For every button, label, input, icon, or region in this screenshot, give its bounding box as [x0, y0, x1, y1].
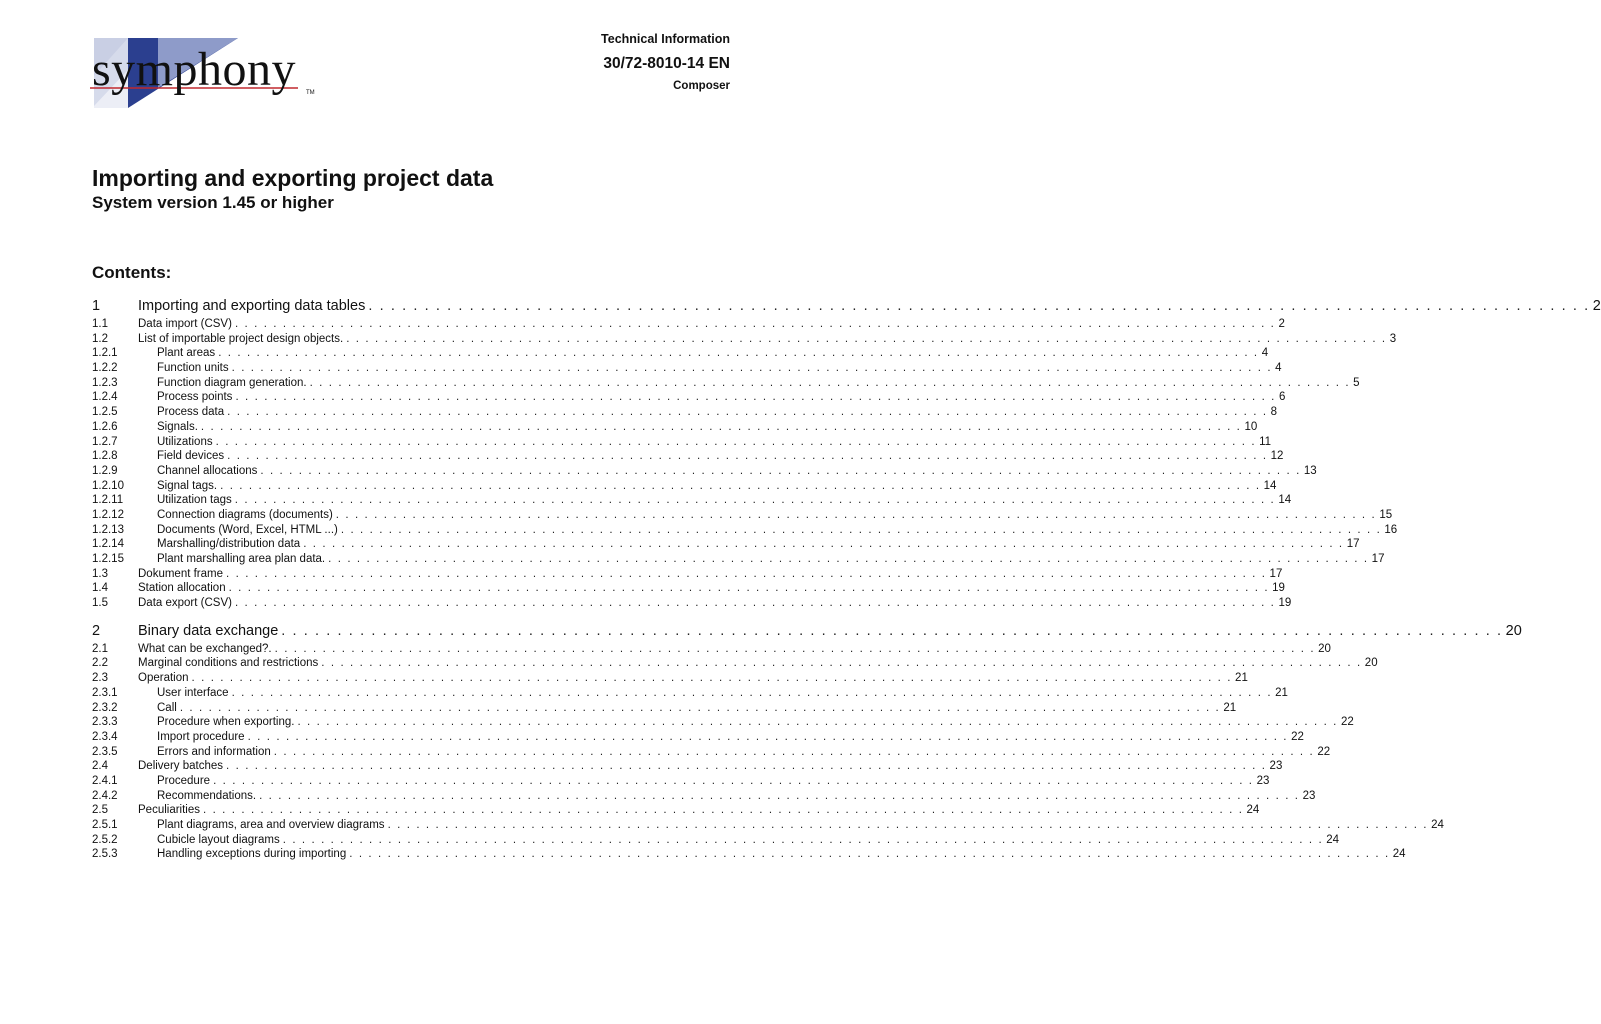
toc-entry-page: 3	[1389, 332, 1397, 345]
toc-entry-title: Connection diagrams (documents)	[157, 508, 333, 521]
toc-entry-title: Recommendations.	[157, 789, 257, 802]
toc-entry-title: List of importable project design objects.	[138, 332, 344, 345]
toc-dot-leader: . . . . . . . . . . . . . . . . . . . . . . . . . . . . . . . . . . . . . . . . . . . . . . . . . . . . . . . . . . . . . . . . . . . . . . . . . . . . . . . . . . . . . . . . . . . . . . . . . . . . . . . . . . . . .	[203, 804, 1244, 817]
toc-entry-number: 2.5.1	[92, 819, 118, 831]
toc-entry-number: 1.2	[92, 332, 108, 345]
toc-entry-page: 12	[1270, 450, 1284, 463]
toc-dot-leader: . . . . . . . . . . . . . . . . . . . . . . . . . . . . . . . . . . . . . . . . . . . . . . . . . . . . . . . . . . . . . . . . . . . . . . . . . . . . . . . . . . . . . . . . . . . . . . . . . . . . . . . . . . . . .	[234, 597, 1276, 610]
toc-entry-page: 17	[1346, 538, 1360, 551]
table-of-contents	[92, 296, 1601, 862]
toc-entry-number: 1.2.15	[92, 553, 124, 565]
toc-dot-leader: . . . . . . . . . . . . . . . . . . . . . . . . . . . . . . . . . . . . . . . . . . . . . . . . . . . . . . . . . . . . . . . . . . . . . . . . . . . . . . . . . . . . . . . . . . . . . . . . . . . . . . . . . . . . .	[282, 833, 1324, 846]
toc-entry-page: 24	[1326, 833, 1340, 846]
toc-entry-title: Importing and exporting data tables	[138, 298, 366, 314]
toc-entry-number: 2.3.3	[92, 716, 118, 729]
toc-dot-leader: . . . . . . . . . . . . . . . . . . . . . . . . . . . . . . . . . . . . . . . . . . . . . . . . . . . . . . . . . . . . . . . . . . . . . . . . . . . . . . . . . . . . . . . . . . . . . . . . . . . . . . . . . . . . .	[309, 376, 1351, 389]
toc-entry-page: 6	[1278, 391, 1286, 404]
toc-entry-page: 20	[1318, 642, 1331, 655]
toc-dot-leader: . . . . . . . . . . . . . . . . . . . . . . . . . . . . . . . . . . . . . . . . . . . . . . . . . . . . . . . . . . . . . . . . . . . . . . . . . . . . . . . . . . . . . . . . . . . . . . . . . . . . . . . . . . . . .	[260, 464, 1301, 477]
toc-entry-title: Channel allocations	[157, 464, 258, 477]
page-title: Importing and exporting project data	[92, 165, 494, 191]
toc-entry-title: Peculiarities	[138, 804, 200, 817]
toc-entry-page: 17	[1371, 553, 1385, 565]
toc-entry-page: 15	[1379, 508, 1393, 521]
toc-entry-number: 2.3.4	[92, 730, 118, 743]
toc-dot-leader: . . . . . . . . . . . . . . . . . . . . . . . . . . . . . . . . . . . . . . . . . . . . . . . . . . . . . . . . . . . . . . . . . . . . . . . . . . . . . . . . . . . . . . . . . . . . . . . . . . . . . . . . . . . . .	[247, 730, 1289, 743]
toc-entry-title: Data import (CSV)	[138, 318, 232, 330]
toc-dot-leader: . . . . . . . . . . . . . . . . . . . . . . . . . . . . . . . . . . . . . . . . . . . . . . . . . . . . . . . . . . . . . . . . . . . . . . . . . . . . . . . . . . . . . . . . . . . . . . . . . . . . . . . . . . . . .	[387, 819, 1429, 831]
toc-entry[interactable]	[92, 317, 1285, 332]
toc-entry-page: 4	[1261, 347, 1269, 360]
toc-dot-leader: . . . . . . . . . . . . . . . . . . . . . . . . . . . . . . . . . . . . . . . . . . . . . . . . . . . . . . . . . . . . . . . . . . . . . . . . . . . . . . . . . . . . . . . . . . . . . . . . . . . . . . . . . . . . .	[303, 538, 1344, 551]
toc-entry-page: 23	[1269, 760, 1283, 773]
toc-entry[interactable]	[92, 701, 1237, 716]
toc-entry-number: 1.2.10	[92, 479, 124, 492]
toc-entry-title: Marshalling/distribution data	[157, 538, 301, 551]
toc-entry[interactable]	[92, 479, 1277, 494]
toc-entry-number: 2.3	[92, 672, 108, 685]
toc-entry-number: 1.3	[92, 567, 108, 580]
toc-dot-leader: . . . . . . . . . . . . . . . . . . . . . . . . . . . . . . . . . . . . . . . . . . . . . . . . . . . . . . . . . . . . . . . . . . . . . . . . . . . . . . . . . . . . . . . . . . . . . . . . . . . . . . . . . . . . .	[335, 508, 1377, 521]
toc-entry-number: 1.5	[92, 597, 108, 610]
toc-entry[interactable]	[92, 537, 1360, 552]
toc-entry-page: 5	[1353, 376, 1360, 389]
toc-entry[interactable]	[92, 833, 1340, 848]
page-subtitle: System version 1.45 or higher	[92, 193, 334, 212]
toc-entry-page: 4	[1275, 362, 1282, 375]
toc-entry-title: Cubicle layout diagrams	[157, 833, 280, 846]
symphony-logo	[88, 36, 318, 112]
toc-entry-title: Call	[157, 701, 177, 714]
toc-entry[interactable]	[92, 435, 1272, 450]
toc-entry[interactable]	[92, 686, 1288, 701]
toc-entry-number: 2.5	[92, 804, 108, 817]
toc-entry-number: 2	[92, 622, 101, 639]
toc-entry-page: 20	[1364, 657, 1378, 670]
toc-entry-number: 1.2.1	[92, 347, 118, 360]
toc-entry-title: Signals.	[157, 420, 198, 433]
toc-entry[interactable]	[92, 464, 1317, 479]
toc-dot-leader: . . . . . . . . . . . . . . . . . . . . . . . . . . . . . . . . . . . . . . . . . . . . . . . . . . . . . . . . . . . . . . . . . . . . . . . . . . . . . . . . . . . . . . . . . . . . . . . . . . . . . . . . . . . . .	[226, 567, 1267, 580]
toc-dot-leader: . . . . . . . . . . . . . . . . . . . . . . . . . . . . . . . . . . . . . . . . . . . . . . . . . . . . . . . . . . . . . . . . . . . . . . . . . . . . . . . . . . . . . . . . . . . . . . . . . . . . . . . . . . . . .	[259, 789, 1300, 802]
toc-entry[interactable]	[92, 296, 1601, 317]
toc-entry-page: 8	[1270, 406, 1278, 419]
toc-dot-leader: . . . . . . . . . . . . . . . . . . . . . . . . . . . . . . . . . . . . . . . . . . . . . . . . . . . . . . . . . . . . . . . . . . . . . . . . . . . . . . . . . . . . . . . . . . . . . . . . . . . . . . . . . . . . .	[227, 450, 1268, 463]
toc-dot-leader: . . . . . . . . . . . . . . . . . . . . . . . . . . . . . . . . . . . . . . . . . . . . . . . . . . . . . . . . . . . . . . . . . . . . . . . . . . . . . . . . . . . . . . . . . . . . . . . . . . . . . . . . . . . . .	[281, 622, 1503, 639]
toc-entry-title: Operation	[138, 672, 189, 685]
toc-entry[interactable]	[92, 774, 1270, 789]
toc-entry-page: 24	[1392, 848, 1406, 861]
contents-heading: Contents:	[92, 263, 172, 282]
toc-dot-leader: . . . . . . . . . . . . . . . . . . . . . . . . . . . . . . . . . . . . . . . . . . . . . . . . . . . . . . . . . . . . . . . . . . . . . . . . . . . . . . . . . . . . . . . . . . . . . . . . . . . . . . . . . . . . .	[368, 298, 1590, 314]
toc-entry-page: 22	[1317, 745, 1331, 758]
toc-entry-title: Utilizations	[157, 435, 213, 448]
toc-entry-title: Binary data exchange	[138, 622, 279, 639]
toc-entry-title: Errors and information	[157, 745, 271, 758]
toc-entry-number: 2.4.1	[92, 774, 118, 787]
toc-entry-number: 2.2	[92, 657, 108, 670]
toc-entry-page: 21	[1275, 686, 1288, 699]
toc-entry-number: 1.2.7	[92, 435, 118, 448]
toc-entry[interactable]	[92, 621, 1522, 642]
toc-entry-title: Process points	[157, 391, 233, 404]
toc-entry-number: 2.5.3	[92, 848, 118, 861]
toc-entry[interactable]	[92, 420, 1258, 435]
toc-entry-page: 14	[1278, 494, 1292, 507]
brand-wordmark: symphony	[92, 43, 297, 96]
toc-entry[interactable]	[92, 596, 1292, 611]
toc-entry-number: 1.2.14	[92, 538, 124, 551]
toc-dot-leader: . . . . . . . . . . . . . . . . . . . . . . . . . . . . . . . . . . . . . . . . . . . . . . . . . . . . . . . . . . . . . . . . . . . . . . . . . . . . . . . . . . . . . . . . . . . . . . . . . . . . . . . . . . . . .	[235, 391, 1276, 404]
toc-entry-number: 2.3.2	[92, 701, 118, 714]
toc-entry-number: 1.2.8	[92, 450, 118, 463]
toc-entry-page: 11	[1259, 435, 1272, 448]
toc-entry-number: 2.3.1	[92, 686, 118, 699]
toc-entry-page: 24	[1431, 819, 1444, 831]
toc-entry-title: Field devices	[157, 450, 225, 463]
toc-entry[interactable]	[92, 523, 1398, 538]
toc-entry[interactable]	[92, 789, 1316, 804]
toc-entry[interactable]	[92, 376, 1360, 391]
toc-entry[interactable]	[92, 508, 1393, 523]
toc-entry[interactable]	[92, 361, 1282, 376]
toc-entry-number: 1.2.4	[92, 391, 118, 404]
toc-dot-leader: . . . . . . . . . . . . . . . . . . . . . . . . . . . . . . . . . . . . . . . . . . . . . . . . . . . . . . . . . . . . . . . . . . . . . . . . . . . . . . . . . . . . . . . . . . . . . . . . . . . . . . . . . . . . .	[340, 523, 1382, 536]
toc-entry[interactable]	[92, 493, 1292, 508]
toc-entry-page: 2	[1278, 318, 1285, 330]
toc-dot-leader: . . . . . . . . . . . . . . . . . . . . . . . . . . . . . . . . . . . . . . . . . . . . . . . . . . . . . . . . . . . . . . . . . . . . . . . . . . . . . . . . . . . . . . . . . . . . . . . . . . . . . . . . . . . . .	[200, 420, 1242, 433]
toc-entry-number: 2.5.2	[92, 833, 118, 846]
toc-dot-leader: . . . . . . . . . . . . . . . . . . . . . . . . . . . . . . . . . . . . . . . . . . . . . . . . . . . . . . . . . . . . . . . . . . . . . . . . . . . . . . . . . . . . . . . . . . . . . . . . . . . . . . . . . . . . .	[218, 347, 1259, 360]
toc-entry[interactable]	[92, 818, 1444, 833]
toc-entry-title: Data export (CSV)	[138, 597, 232, 610]
toc-entry[interactable]	[92, 715, 1354, 730]
toc-entry-page: 23	[1302, 789, 1316, 802]
toc-entry-page: 17	[1269, 567, 1283, 580]
toc-entry-title: Delivery batches	[138, 760, 224, 773]
toc-entry-number: 1	[92, 298, 101, 314]
toc-dot-leader: . . . . . . . . . . . . . . . . . . . . . . . . . . . . . . . . . . . . . . . . . . . . . . . . . . . . . . . . . . . . . . . . . . . . . . . . . . . . . . . . . . . . . . . . . . . . . . . . . . . . . . . . . . . . .	[273, 745, 1315, 758]
toc-dot-leader: . . . . . . . . . . . . . . . . . . . . . . . . . . . . . . . . . . . . . . . . . . . . . . . . . . . . . . . . . . . . . . . . . . . . . . . . . . . . . . . . . . . . . . . . . . . . . . . . . . . . . . . . . . . . .	[215, 435, 1257, 448]
toc-entry[interactable]	[92, 405, 1278, 420]
toc-entry-title: Station allocation	[138, 582, 226, 595]
toc-entry[interactable]	[92, 642, 1331, 657]
toc-entry[interactable]	[92, 671, 1248, 686]
toc-entry-number: 1.2.12	[92, 508, 124, 521]
toc-entry-number: 2.1	[92, 642, 108, 655]
toc-entry-page: 13	[1303, 464, 1317, 477]
toc-dot-leader: . . . . . . . . . . . . . . . . . . . . . . . . . . . . . . . . . . . . . . . . . . . . . . . . . . . . . . . . . . . . . . . . . . . . . . . . . . . . . . . . . . . . . . . . . . . . . . . . . . . . . . . . . . . . .	[191, 672, 1233, 685]
toc-dot-leader: . . . . . . . . . . . . . . . . . . . . . . . . . . . . . . . . . . . . . . . . . . . . . . . . . . . . . . . . . . . . . . . . . . . . . . . . . . . . . . . . . . . . . . . . . . . . . . . . . . . . . . . . . . . . .	[274, 642, 1316, 655]
toc-entry-title: Import procedure	[157, 730, 245, 743]
toc-entry-title: Handling exceptions during importing	[157, 848, 347, 861]
toc-dot-leader: . . . . . . . . . . . . . . . . . . . . . . . . . . . . . . . . . . . . . . . . . . . . . . . . . . . . . . . . . . . . . . . . . . . . . . . . . . . . . . . . . . . . . . . . . . . . . . . . . . . . . . . . . . . . .	[328, 553, 1369, 565]
toc-entry-title: Plant areas	[157, 347, 216, 360]
toc-entry-title: Utilization tags	[157, 494, 232, 507]
toc-dot-leader: . . . . . . . . . . . . . . . . . . . . . . . . . . . . . . . . . . . . . . . . . . . . . . . . . . . . . . . . . . . . . . . . . . . . . . . . . . . . . . . . . . . . . . . . . . . . . . . . . . . . . . . . . . . . .	[346, 332, 1387, 345]
toc-entry-title: Plant marshalling area plan data.	[157, 553, 326, 565]
toc-entry-page: 14	[1263, 479, 1277, 492]
toc-dot-leader: . . . . . . . . . . . . . . . . . . . . . . . . . . . . . . . . . . . . . . . . . . . . . . . . . . . . . . . . . . . . . . . . . . . . . . . . . . . . . . . . . . . . . . . . . . . . . . . . . . . . . . . . . . . . .	[297, 716, 1338, 729]
toc-entry[interactable]	[92, 745, 1331, 760]
toc-entry[interactable]	[92, 390, 1286, 405]
toc-entry-title: Dokument frame	[138, 567, 224, 580]
toc-entry[interactable]	[92, 759, 1283, 774]
toc-entry-title: Signal tags.	[157, 479, 218, 492]
toc-entry-title: Procedure when exporting.	[157, 716, 295, 729]
toc-entry-number: 1.2.6	[92, 420, 118, 433]
toc-entry-page: 21	[1223, 701, 1237, 714]
toc-entry-number: 1.1	[92, 318, 108, 330]
toc-entry-title: Plant diagrams, area and overview diagrams	[157, 819, 385, 831]
toc-entry[interactable]	[92, 656, 1378, 671]
toc-entry-title: Documents (Word, Excel, HTML ...)	[157, 523, 338, 536]
toc-entry[interactable]	[92, 581, 1285, 596]
toc-entry-number: 2.3.5	[92, 745, 118, 758]
toc-entry-title: Procedure	[157, 774, 211, 787]
toc-entry-number: 1.2.2	[92, 362, 118, 375]
toc-entry[interactable]	[92, 552, 1385, 567]
toc-entry-page: 10	[1244, 420, 1258, 433]
toc-entry[interactable]	[92, 449, 1284, 464]
toc-entry-title: User interface	[157, 686, 229, 699]
toc-dot-leader: . . . . . . . . . . . . . . . . . . . . . . . . . . . . . . . . . . . . . . . . . . . . . . . . . . . . . . . . . . . . . . . . . . . . . . . . . . . . . . . . . . . . . . . . . . . . . . . . . . . . . . . . . . . . .	[349, 848, 1390, 861]
toc-entry-page: 2	[1592, 298, 1601, 314]
toc-dot-leader: . . . . . . . . . . . . . . . . . . . . . . . . . . . . . . . . . . . . . . . . . . . . . . . . . . . . . . . . . . . . . . . . . . . . . . . . . . . . . . . . . . . . . . . . . . . . . . . . . . . . . . . . . . . . .	[231, 686, 1273, 699]
toc-entry-title: Process data	[157, 406, 225, 419]
toc-dot-leader: . . . . . . . . . . . . . . . . . . . . . . . . . . . . . . . . . . . . . . . . . . . . . . . . . . . . . . . . . . . . . . . . . . . . . . . . . . . . . . . . . . . . . . . . . . . . . . . . . . . . . . . . . . . . .	[226, 760, 1267, 773]
toc-entry-title: What can be exchanged?.	[138, 642, 272, 655]
toc-entry[interactable]	[92, 567, 1283, 582]
toc-entry[interactable]	[92, 730, 1304, 745]
toc-entry-number: 1.2.5	[92, 406, 118, 419]
toc-entry-page: 22	[1340, 716, 1354, 729]
toc-entry-page: 22	[1291, 730, 1304, 743]
toc-entry[interactable]	[92, 847, 1406, 862]
product-name: Composer	[673, 80, 730, 92]
toc-entry-page: 19	[1278, 597, 1292, 610]
toc-entry-number: 1.2.11	[92, 494, 124, 507]
toc-dot-leader: . . . . . . . . . . . . . . . . . . . . . . . . . . . . . . . . . . . . . . . . . . . . . . . . . . . . . . . . . . . . . . . . . . . . . . . . . . . . . . . . . . . . . . . . . . . . . . . . . . . . . . . . . . . . .	[231, 362, 1273, 375]
toc-entry-page: 20	[1505, 622, 1522, 639]
toc-entry-number: 2.4.2	[92, 789, 118, 802]
toc-entry-page: 21	[1235, 672, 1248, 685]
toc-entry[interactable]	[92, 346, 1269, 361]
toc-entry-number: 2.4	[92, 760, 108, 773]
toc-entry-number: 1.2.13	[92, 523, 124, 536]
toc-dot-leader: . . . . . . . . . . . . . . . . . . . . . . . . . . . . . . . . . . . . . . . . . . . . . . . . . . . . . . . . . . . . . . . . . . . . . . . . . . . . . . . . . . . . . . . . . . . . . . . . . . . . . . . . . . . . .	[227, 406, 1268, 419]
toc-dot-leader: . . . . . . . . . . . . . . . . . . . . . . . . . . . . . . . . . . . . . . . . . . . . . . . . . . . . . . . . . . . . . . . . . . . . . . . . . . . . . . . . . . . . . . . . . . . . . . . . . . . . . . . . . . . . .	[228, 582, 1270, 595]
toc-dot-leader: . . . . . . . . . . . . . . . . . . . . . . . . . . . . . . . . . . . . . . . . . . . . . . . . . . . . . . . . . . . . . . . . . . . . . . . . . . . . . . . . . . . . . . . . . . . . . . . . . . . . . . . . . . . . .	[234, 318, 1276, 330]
toc-entry[interactable]	[92, 332, 1397, 347]
toc-entry-number: 1.4	[92, 582, 108, 595]
doc-number: 30/72-8010-14 EN	[603, 55, 730, 72]
toc-dot-leader: . . . . . . . . . . . . . . . . . . . . . . . . . . . . . . . . . . . . . . . . . . . . . . . . . . . . . . . . . . . . . . . . . . . . . . . . . . . . . . . . . . . . . . . . . . . . . . . . . . . . . . . . . . . . .	[213, 774, 1254, 787]
toc-entry-page: 24	[1246, 804, 1260, 817]
trademark-mark: TM	[306, 90, 315, 96]
toc-entry[interactable]	[92, 803, 1260, 818]
toc-dot-leader: . . . . . . . . . . . . . . . . . . . . . . . . . . . . . . . . . . . . . . . . . . . . . . . . . . . . . . . . . . . . . . . . . . . . . . . . . . . . . . . . . . . . . . . . . . . . . . . . . . . . . . . . . . . . .	[321, 657, 1362, 670]
toc-entry-number: 1.2.3	[92, 376, 118, 389]
toc-entry-title: Function units	[157, 362, 229, 375]
toc-dot-leader: . . . . . . . . . . . . . . . . . . . . . . . . . . . . . . . . . . . . . . . . . . . . . . . . . . . . . . . . . . . . . . . . . . . . . . . . . . . . . . . . . . . . . . . . . . . . . . . . . . . . . . . . . . . . .	[220, 479, 1261, 492]
document-header	[601, 30, 730, 94]
doc-type-label: Technical Information	[601, 32, 730, 46]
toc-entry-title: Marginal conditions and restrictions	[138, 657, 319, 670]
toc-dot-leader: . . . . . . . . . . . . . . . . . . . . . . . . . . . . . . . . . . . . . . . . . . . . . . . . . . . . . . . . . . . . . . . . . . . . . . . . . . . . . . . . . . . . . . . . . . . . . . . . . . . . . . . . . . . . .	[179, 701, 1221, 714]
toc-entry-number: 1.2.9	[92, 464, 118, 477]
toc-entry-page: 16	[1384, 523, 1398, 536]
toc-entry-page: 19	[1272, 582, 1285, 595]
toc-dot-leader: . . . . . . . . . . . . . . . . . . . . . . . . . . . . . . . . . . . . . . . . . . . . . . . . . . . . . . . . . . . . . . . . . . . . . . . . . . . . . . . . . . . . . . . . . . . . . . . . . . . . . . . . . . . . .	[234, 494, 1276, 507]
toc-entry-title: Function diagram generation.	[157, 376, 307, 389]
toc-entry-page: 23	[1256, 774, 1270, 787]
